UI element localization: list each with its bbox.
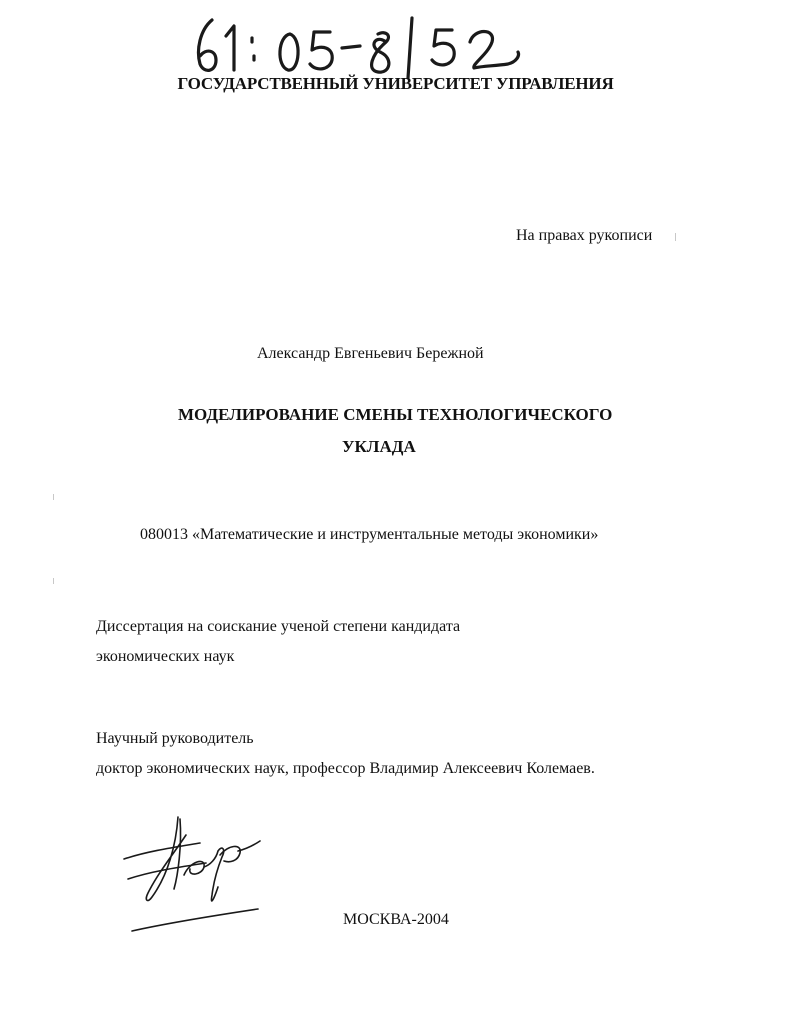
degree-statement-line-2: экономических наук (96, 648, 235, 665)
manuscript-rights-note: На правах рукописи (516, 227, 653, 244)
author-name: Александр Евгеньевич Бережной (257, 345, 484, 362)
specialty-code: 080013 «Математические и инструментальные методы экономики» (140, 526, 599, 543)
university-name: ГОСУДАРСТВЕННЫЙ УНИВЕРСИТЕТ УПРАВЛЕНИЯ (177, 74, 614, 93)
author-signature (118, 805, 278, 935)
degree-statement-line-1: Диссертация на соискание ученой степени кандидата (96, 618, 461, 635)
city-and-year: МОСКВА-2004 (343, 911, 449, 928)
scan-speck (53, 494, 54, 500)
scan-speck (675, 233, 676, 241)
dissertation-title-line-2: УКЛАДА (342, 437, 416, 456)
handwritten-archive-code (190, 12, 530, 80)
dissertation-title-line-1: МОДЕЛИРОВАНИЕ СМЕНЫ ТЕХНОЛОГИЧЕСКОГО (178, 405, 613, 424)
supervisor-name: доктор экономических наук, профессор Владимир Алексеевич Колемаев. (96, 760, 595, 777)
supervisor-label: Научный руководитель (96, 730, 254, 747)
scan-speck (53, 578, 54, 584)
